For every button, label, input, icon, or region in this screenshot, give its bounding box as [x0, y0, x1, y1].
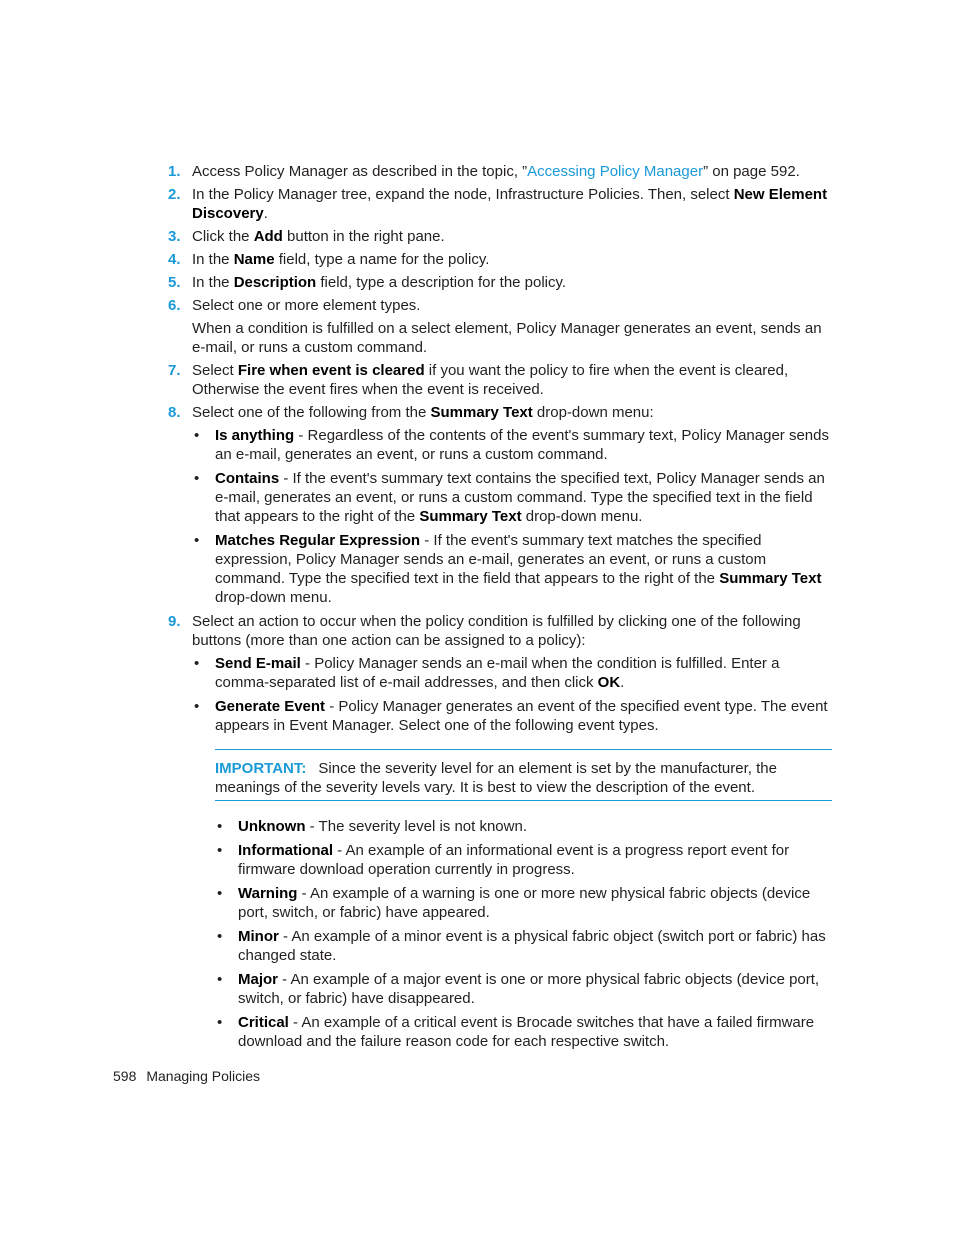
severity-description: - An example of a critical event is Brocade switches that have a failed firmware download and the failure reason code for each respective switch. [238, 1014, 815, 1050]
list-item [215, 884, 832, 922]
step-text-post: if you want the policy to fire when the event is cleared, Otherwise the event fires when the event is received. [192, 362, 789, 398]
step-3 [168, 227, 832, 246]
step-text [192, 162, 832, 181]
step-text: Select one or more element types. [192, 297, 421, 314]
severity-name: Critical [238, 1014, 289, 1031]
bullet-icon: • [217, 928, 223, 945]
step-number: 3. [168, 228, 181, 245]
step-text-post: button in the right pane. [282, 228, 445, 245]
step-text [192, 361, 832, 399]
option-description: - Policy Manager generates an event of the specified event type. The event appears in Event Manager. Select one of the following event types. [215, 698, 828, 734]
summary-text-options [168, 426, 832, 607]
bullet-icon: • [194, 532, 200, 549]
step-6 [168, 296, 832, 315]
option-description: - Regardless of the contents of the event's summary text, Policy Manager sends an e-mail, generates an event, or runs a custom command. [215, 427, 829, 463]
step-7 [168, 361, 832, 399]
severity-name: Informational [238, 842, 334, 859]
severity-description: - The severity level is not known. [305, 818, 527, 835]
severity-description: - An example of a major event is one or more physical fabric objects (device port, switch, or fabric) have disappeared. [238, 971, 820, 1007]
bullet-icon: • [194, 655, 200, 672]
ui-term: Summary Text [719, 570, 822, 587]
list-item [215, 970, 832, 1008]
severity-description: - An example of a warning is one or more new physical fabric objects (device port, switch, or fabric) have appeared. [238, 885, 811, 921]
severity-name: Warning [238, 885, 298, 902]
option-name: Is anything [215, 427, 295, 444]
list-item [192, 469, 832, 526]
step-4 [168, 250, 832, 269]
option-description-end: . [620, 674, 625, 691]
step-number: 1. [168, 163, 181, 180]
ui-term: Description [233, 274, 317, 291]
ui-term: Add [253, 228, 283, 245]
ui-term: Summary Text [430, 404, 533, 421]
ui-term: New Element Discovery [192, 186, 828, 222]
page-number: 598 [113, 1068, 137, 1084]
step-text [192, 185, 832, 223]
bullet-icon: • [194, 470, 200, 487]
list-item [192, 426, 832, 464]
step-1 [168, 162, 832, 181]
procedure-steps [168, 162, 832, 1056]
step-text [192, 403, 832, 422]
step-text: Select an action to occur when the policy condition is fulfilled by clicking one of the following buttons (more than one action can be assigned to a policy): [192, 613, 801, 649]
bullet-icon: • [217, 842, 223, 859]
option-name: Contains [215, 470, 280, 487]
list-item [215, 1013, 832, 1051]
bullet-icon: • [217, 971, 223, 988]
list-item [192, 531, 832, 607]
step-number: 5. [168, 274, 181, 291]
list-item [215, 927, 832, 965]
list-item [215, 841, 832, 879]
step-number: 6. [168, 297, 181, 314]
step-6-note: When a condition is fulfilled on a select element, Policy Manager generates an event, sends an e-mail, or runs a custom command. [192, 320, 822, 356]
step-text-pre: In the [192, 274, 234, 291]
step-5 [168, 273, 832, 292]
severity-name: Minor [238, 928, 279, 945]
section-title: Managing Policies [146, 1068, 260, 1084]
option-description: - If the event's summary text contains the specified text, Policy Manager sends an e-mail, generates an event, or runs a custom command. Type the specified text in the field that appears to the right of the [215, 470, 825, 525]
important-note [215, 749, 832, 801]
option-name: Generate Event [215, 698, 326, 715]
option-description-end: drop-down menu. [521, 508, 643, 525]
step-number: 2. [168, 186, 181, 203]
step-text-pre: Access Policy Manager as described in the topic, ” [192, 163, 528, 180]
severity-name: Unknown [238, 818, 306, 835]
step-text [192, 273, 832, 292]
option-description: - Policy Manager sends an e-mail when the condition is fulfilled. Enter a comma-separated list of e-mail addresses, and then click [215, 655, 780, 691]
bullet-icon: • [217, 1014, 223, 1031]
bullet-icon: • [194, 427, 200, 444]
step-number: 4. [168, 251, 181, 268]
ui-term: OK [597, 674, 621, 691]
step-text-post: drop-down menu: [532, 404, 654, 421]
action-options [168, 654, 832, 735]
accessing-policy-manager-link[interactable]: Accessing Policy Manager [527, 163, 704, 180]
step-8 [168, 403, 832, 422]
ui-term: Name [233, 251, 275, 268]
page-footer [113, 1067, 260, 1086]
step-text [192, 250, 832, 269]
bullet-icon: • [194, 698, 200, 715]
step-number: 8. [168, 404, 181, 421]
list-item [215, 817, 832, 836]
important-label: IMPORTANT: [215, 760, 307, 777]
step-9 [168, 612, 832, 650]
step-text-pre: Select [192, 362, 238, 379]
step-text-post: . [263, 205, 268, 222]
list-item [192, 654, 832, 692]
severity-description: - An example of an informational event is a progress report event for firmware download operation currently in progress. [238, 842, 790, 878]
step-text-pre: Select one of the following from the [192, 404, 431, 421]
option-name: Send E-mail [215, 655, 301, 672]
bullet-icon: • [217, 885, 223, 902]
severity-description: - An example of a minor event is a physical fabric object (switch port or fabric) has changed state. [238, 928, 826, 964]
severity-levels [168, 817, 832, 1051]
option-description: - If the event's summary text matches the specified expression, Policy Manager sends an e-mail, generates an event, or runs a custom command. Type the specified text in the field that appears to the right of the [215, 532, 767, 587]
step-text [192, 227, 832, 246]
step-text-pre: In the [192, 251, 234, 268]
step-text-post: field, type a name for the policy. [274, 251, 490, 268]
step-text-pre: In the Policy Manager tree, expand the node, Infrastructure Policies. Then, select [192, 186, 734, 203]
list-item [192, 697, 832, 735]
bullet-icon: • [217, 818, 223, 835]
step-number: 7. [168, 362, 181, 379]
option-name: Matches Regular Expression [215, 532, 421, 549]
ui-term: Fire when event is cleared [237, 362, 425, 379]
step-number: 9. [168, 613, 181, 630]
ui-term: Summary Text [419, 508, 522, 525]
step-text-post: field, type a description for the policy. [316, 274, 567, 291]
step-text-post: ” on page 592. [703, 163, 800, 180]
severity-name: Major [238, 971, 279, 988]
important-text: Since the severity level for an element is set by the manufacturer, the meanings of the severity levels vary. It is best to view the description of the event. [215, 760, 777, 796]
step-2 [168, 185, 832, 223]
option-description-end: drop-down menu. [215, 589, 332, 606]
step-text-pre: Click the [192, 228, 254, 245]
